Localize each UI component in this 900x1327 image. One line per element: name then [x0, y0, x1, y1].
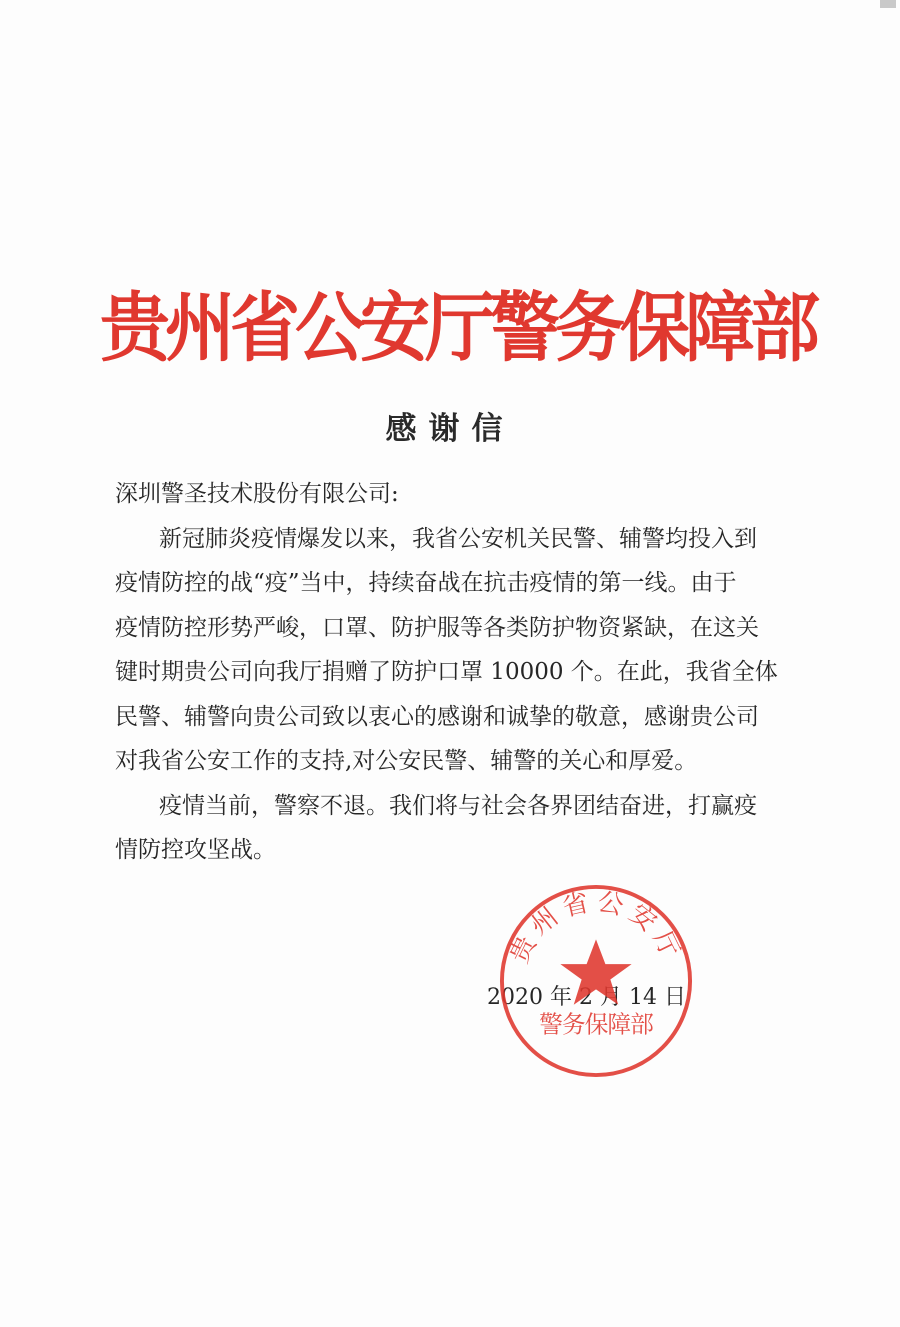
scan-corner-mark	[880, 0, 896, 8]
paragraph-2-line: 情防控攻坚战。	[115, 837, 276, 863]
letter-date: 2020 年 2 月 14 日	[487, 985, 686, 1010]
paragraph-1-line: 疫情防控的战“疫”当中，持续奋战在抗击疫情的第一线。由于	[115, 570, 737, 596]
paragraph-1	[115, 517, 827, 784]
salutation: 深圳警圣技术股份有限公司:	[115, 481, 399, 507]
seal-arc-text: 贵州省公安厅	[504, 886, 688, 969]
letterhead-organization: 贵州省公安厅警务保障部	[100, 282, 815, 373]
paragraph-1-line: 键时期贵公司向我厅捐赠了防护口罩 10000 个。在此，我省全体	[115, 659, 778, 685]
paragraph-1-line: 疫情防控形势严峻，口罩、防护服等各类防护物资紧缺，在这关	[115, 614, 759, 641]
letter-title: 感谢信	[385, 411, 515, 447]
official-seal	[497, 882, 695, 1080]
letter-body	[115, 472, 827, 873]
paragraph-2-line: 疫情当前，警察不退。我们将与社会各界团结奋进，打赢疫	[159, 792, 757, 819]
star-icon	[560, 939, 631, 1004]
paragraph-1-line: 对我省公安工作的支持,对公安民警、辅警的关心和厚爱。	[115, 748, 698, 774]
paragraph-1-line: 民警、辅警向贵公司致以衷心的感谢和诚挚的敬意，感谢贵公司	[115, 703, 759, 730]
paragraph-2	[115, 784, 827, 873]
seal-bottom-text: 警务保障部	[539, 1010, 653, 1039]
paragraph-1-line: 新冠肺炎疫情爆发以来，我省公安机关民警、辅警均投入到	[159, 525, 757, 552]
